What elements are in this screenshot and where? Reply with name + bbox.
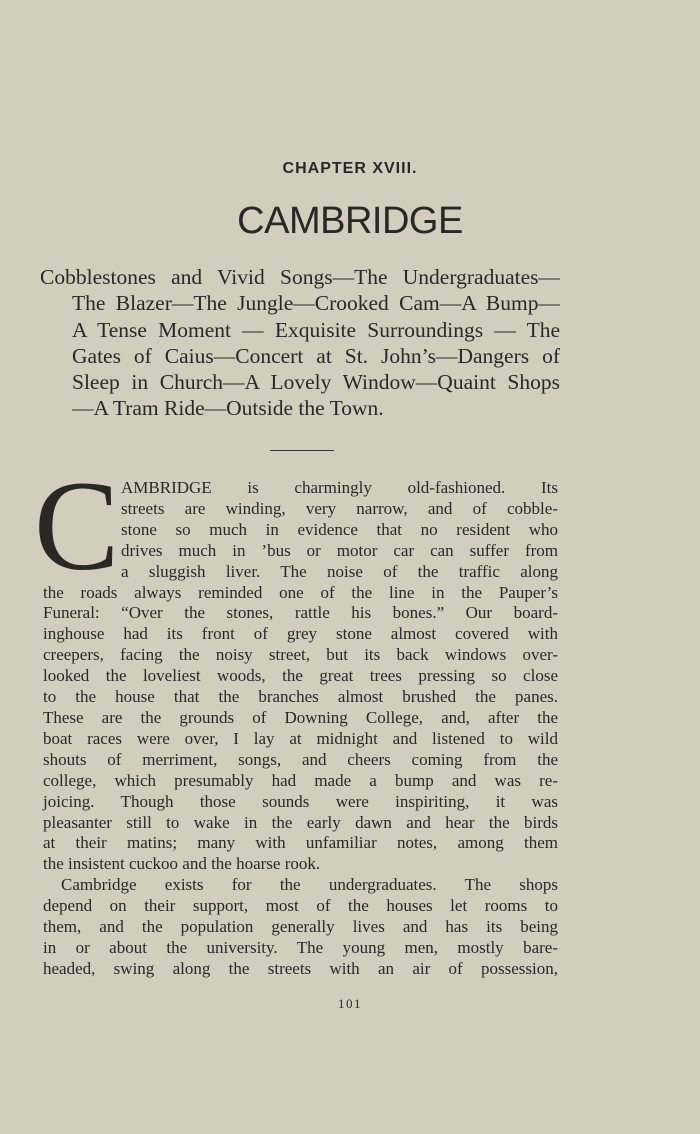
synopsis-line: A Tense Moment — Exquisite Surroundings — The <box>72 317 560 342</box>
body-line: These are the grounds of Downing College, and, after the <box>43 707 558 727</box>
body-line: depend on their support, most of the houses let rooms to <box>43 896 558 916</box>
chapter-synopsis <box>40 264 560 422</box>
body-line: pleasanter still to wake in the early dawn and hear the birds <box>43 812 558 832</box>
body-line: streets are winding, very narrow, and of cobble- <box>121 498 558 518</box>
chapter-number: CHAPTER XVIII. <box>282 160 418 177</box>
body-line: the roads always reminded one of the line in the Pauper’s <box>43 582 558 602</box>
body-line: creepers, facing the noisy street, but its back windows over- <box>43 645 558 665</box>
body-line: them, and the population generally lives and has its being <box>43 917 558 937</box>
body-line: Funeral: “Over the stones, rattle his bones.” Our board- <box>43 603 558 623</box>
synopsis-line: The Blazer—The Jungle—Crooked Cam—A Bump— <box>72 291 560 316</box>
page-number: 101 <box>338 996 362 1011</box>
body-line: looked the loveliest woods, the great trees pressing so close <box>43 666 558 686</box>
drop-cap: C <box>34 455 120 597</box>
body-line: joicing. Though those sounds were inspiriting, it was <box>43 791 558 811</box>
body-line: headed, swing along the streets with an air of possession, <box>43 958 558 978</box>
body-line: a sluggish liver. The noise of the traffic along <box>121 561 558 581</box>
body-line: in or about the university. The young men, mostly bare- <box>43 937 558 957</box>
body-line: drives much in ’bus or motor car can suffer from <box>121 540 558 560</box>
synopsis-line: Cobblestones and Vivid Songs—The Undergraduates— <box>40 265 560 289</box>
body-line: boat races were over, I lay at midnight and listened to wild <box>43 728 558 748</box>
body-line: stone so much in evidence that no resident who <box>121 519 558 539</box>
synopsis-line: —A Tram Ride—Outside the Town. <box>72 396 384 421</box>
chapter-title: CAMBRIDGE <box>237 200 463 242</box>
body-line: college, which presumably had made a bump and was re- <box>43 770 558 790</box>
body-line: AMBRIDGE is charmingly old-fashioned. Its <box>121 478 558 497</box>
synopsis-line: Gates of Caius—Concert at St. John’s—Dangers of <box>72 343 560 368</box>
body-line: the insistent cuckoo and the hoarse rook. <box>43 854 321 874</box>
body-line: inghouse had its front of grey stone almost covered with <box>43 624 558 644</box>
body-line: at their matins; many with unfamiliar notes, among them <box>43 833 558 853</box>
section-divider <box>270 450 334 451</box>
synopsis-line: Sleep in Church—A Lovely Window—Quaint Shops <box>72 370 560 395</box>
body-line: to the house that the branches almost brushed the panes. <box>43 687 558 707</box>
body-line: Cambridge exists for the undergraduates. The shops <box>61 875 558 895</box>
body-line: shouts of merriment, songs, and cheers coming from the <box>43 749 558 769</box>
body-text <box>43 478 558 980</box>
